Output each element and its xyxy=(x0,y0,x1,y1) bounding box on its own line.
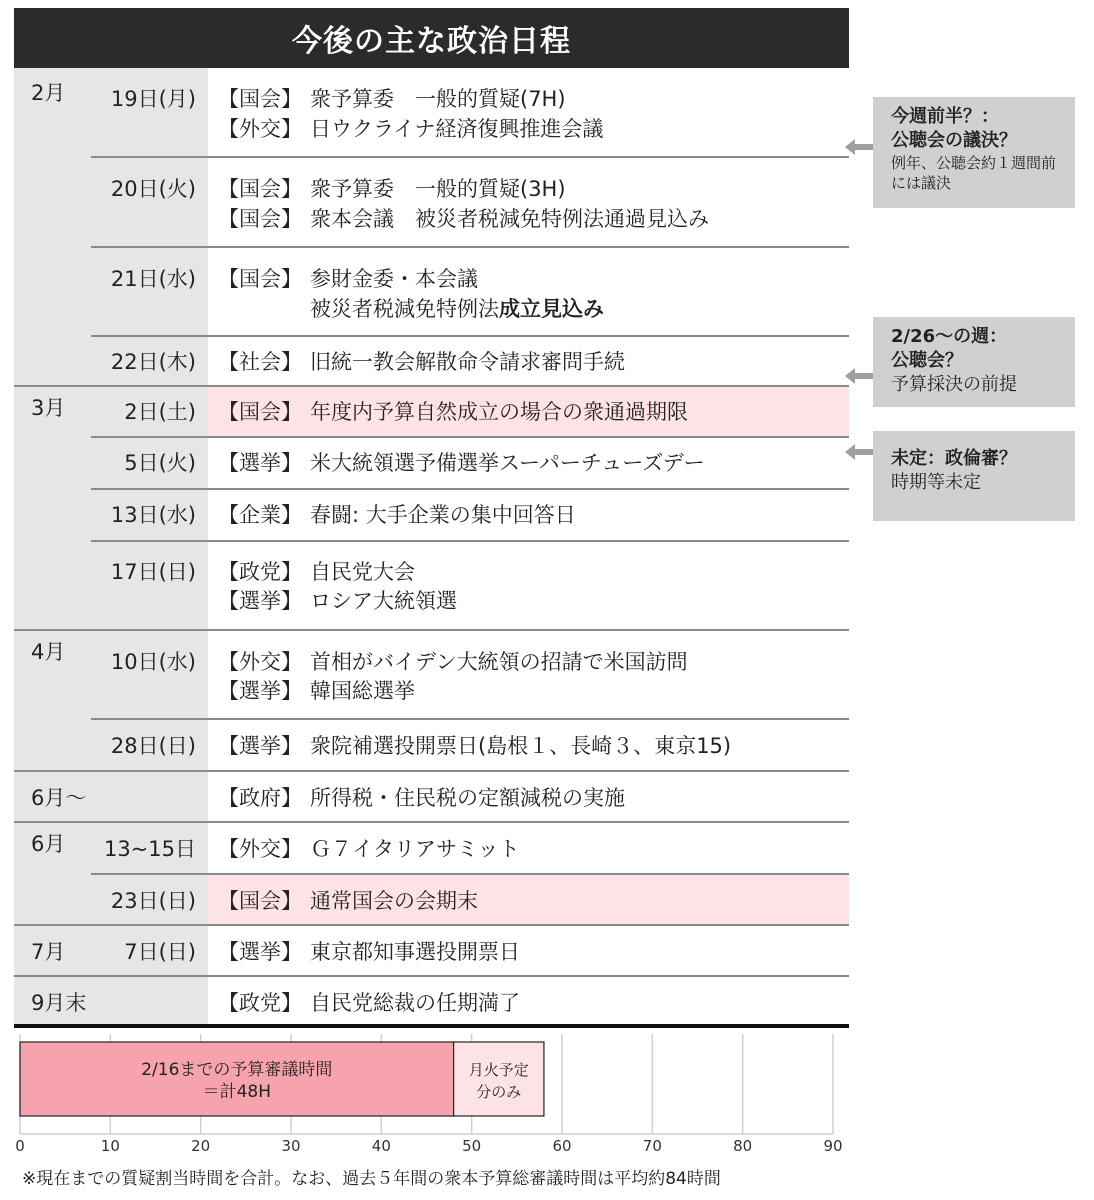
event-line: 【外交】 日ウクライナ経済復興推進会議 xyxy=(218,117,604,141)
date-label: 10日(水) xyxy=(110,650,196,674)
note-body: 予算採決の前提 xyxy=(891,374,1017,395)
schedule-row xyxy=(14,68,849,157)
date-label: 19日(月) xyxy=(110,87,196,111)
date-label: 13~15日 xyxy=(103,837,196,861)
event-line: 【企業】 春闘: 大手企業の集中回答日 xyxy=(218,503,576,527)
tick-label: 0 xyxy=(15,1137,25,1155)
month-label: 7月 xyxy=(31,940,66,964)
side-note xyxy=(873,431,1075,521)
note-title: 今週前半？： xyxy=(891,106,999,127)
event-line: 【国会】 衆本会議 被災者税減免特例法通過見込み xyxy=(218,207,709,231)
event-cell xyxy=(208,926,849,975)
page-title: 今後の主な政治日程 xyxy=(14,8,849,68)
event-cell-highlighted xyxy=(208,387,849,436)
date-label: 22日(木) xyxy=(110,350,196,374)
tick-label: 70 xyxy=(642,1137,662,1155)
schedule-row xyxy=(14,977,849,1024)
event-cell xyxy=(208,68,849,157)
schedule-row xyxy=(14,823,849,873)
month-label: 6月〜 xyxy=(31,786,87,810)
month-label: 4月 xyxy=(31,640,66,664)
tick-label: 60 xyxy=(552,1137,572,1155)
side-note xyxy=(873,97,1075,208)
schedule-row xyxy=(14,248,849,336)
note-title: 2/26〜の週： xyxy=(891,326,1008,347)
tick-label: 80 xyxy=(733,1137,753,1155)
schedule-row xyxy=(14,158,849,246)
event-line: 【社会】 旧統一教会解散命令請求審問手続 xyxy=(218,350,625,374)
date-label: 20日(火) xyxy=(110,177,196,201)
event-cell xyxy=(208,248,849,336)
date-label: 17日(日) xyxy=(110,560,196,584)
month-label: 9月末 xyxy=(31,991,87,1015)
schedule-row xyxy=(14,438,849,488)
schedule-row xyxy=(14,631,849,719)
date-label: 2日(土) xyxy=(124,400,196,424)
tick-label: 10 xyxy=(100,1137,120,1155)
schedule-row xyxy=(14,387,849,436)
bar-segment xyxy=(454,1042,544,1116)
tick-label: 30 xyxy=(281,1137,301,1155)
schedule-row xyxy=(14,772,849,820)
event-line: 【政府】 所得税・住民税の定額減税の実施 xyxy=(218,786,625,810)
event-cell xyxy=(208,490,849,540)
left-arrow-icon xyxy=(845,137,873,157)
event-cell xyxy=(208,438,849,488)
note-body: 例年、公聴会約１週間前には議決 xyxy=(891,154,1057,192)
event-cell xyxy=(208,823,849,873)
bar-label: 分のみ xyxy=(476,1083,522,1101)
note-body: 時期等未定 xyxy=(891,472,981,493)
schedule-row xyxy=(14,720,849,770)
schedule-table xyxy=(14,68,849,1024)
event-cell xyxy=(208,720,849,770)
schedule-row xyxy=(14,490,849,540)
event-line: 【政党】 自民党総裁の任期満了 xyxy=(218,991,520,1015)
event-line: 【選挙】 東京都知事選投開票日 xyxy=(218,940,520,964)
note-title: 公聴会？ xyxy=(891,350,963,371)
event-line: 【国会】 年度内予算自然成立の場合の衆通過期限 xyxy=(218,400,688,424)
schedule-row xyxy=(14,337,849,385)
note-title: 公聴会の議決？ xyxy=(891,130,1017,151)
date-label: 21日(水) xyxy=(110,267,196,291)
table-bottom-rule xyxy=(14,1024,849,1028)
event-cell xyxy=(208,977,849,1024)
event-line: 【選挙】 韓国総選挙 xyxy=(218,679,415,703)
schedule-row xyxy=(14,875,849,924)
bar-label: ＝計48H xyxy=(202,1082,272,1102)
tick-label: 40 xyxy=(371,1137,391,1155)
event-line: 【選挙】 衆院補選投開票日(島根１、長崎３、東京15) xyxy=(218,734,732,758)
date-label: 7日(日) xyxy=(124,940,196,964)
event-cell xyxy=(208,772,849,820)
event-cell-highlighted xyxy=(208,875,849,924)
bar-label: 2/16までの予算審議時間 xyxy=(141,1060,333,1080)
tick-label: 20 xyxy=(191,1137,211,1155)
schedule-row xyxy=(14,926,849,975)
note-title: 未定：政倫審？ xyxy=(891,448,1017,469)
event-line: 【外交】 首相がバイデン大統領の招請で米国訪問 xyxy=(218,650,688,674)
event-line: 【国会】 衆予算委 一般的質疑(7H) xyxy=(218,87,566,111)
event-line: 【国会】 参財金委・本会議 xyxy=(218,267,478,291)
footnote: ※現在までの質疑割当時間を合計。なお、過去５年間の衆本予算総審議時間は平均約84時間 xyxy=(22,1169,721,1189)
date-label: 5日(火) xyxy=(124,451,196,475)
side-note xyxy=(873,317,1075,407)
date-label: 28日(日) xyxy=(110,734,196,758)
date-label: 23日(日) xyxy=(110,889,196,913)
event-line: 【国会】 通常国会の会期末 xyxy=(218,889,478,913)
tick-label: 90 xyxy=(823,1137,843,1155)
tick-label: 50 xyxy=(462,1137,482,1155)
left-arrow-icon xyxy=(845,366,873,386)
event-cell xyxy=(208,542,849,629)
event-line: 【選挙】 ロシア大統領選 xyxy=(218,589,457,613)
month-label: 6月 xyxy=(31,832,66,856)
event-cell xyxy=(208,631,849,719)
month-label: 2月 xyxy=(31,81,66,105)
event-cell xyxy=(208,158,849,246)
event-line: 【国会】 衆予算委 一般的質疑(3H) xyxy=(218,177,566,201)
date-label: 13日(水) xyxy=(110,503,196,527)
event-line: 被災者税減免特例法成立見込み xyxy=(218,294,604,324)
event-line: 【選挙】 米大統領選予備選挙スーパーチューズデー xyxy=(218,451,705,475)
emphasis-text: 成立見込み xyxy=(499,297,604,321)
left-arrow-icon xyxy=(845,442,873,462)
event-line: 【外交】 Ｇ７イタリアサミット xyxy=(218,837,520,861)
event-line: 【政党】 自民党大会 xyxy=(218,560,415,584)
schedule-row xyxy=(14,542,849,629)
bar-label: 月火予定 xyxy=(468,1061,529,1079)
month-label: 3月 xyxy=(31,396,66,420)
event-cell xyxy=(208,337,849,385)
